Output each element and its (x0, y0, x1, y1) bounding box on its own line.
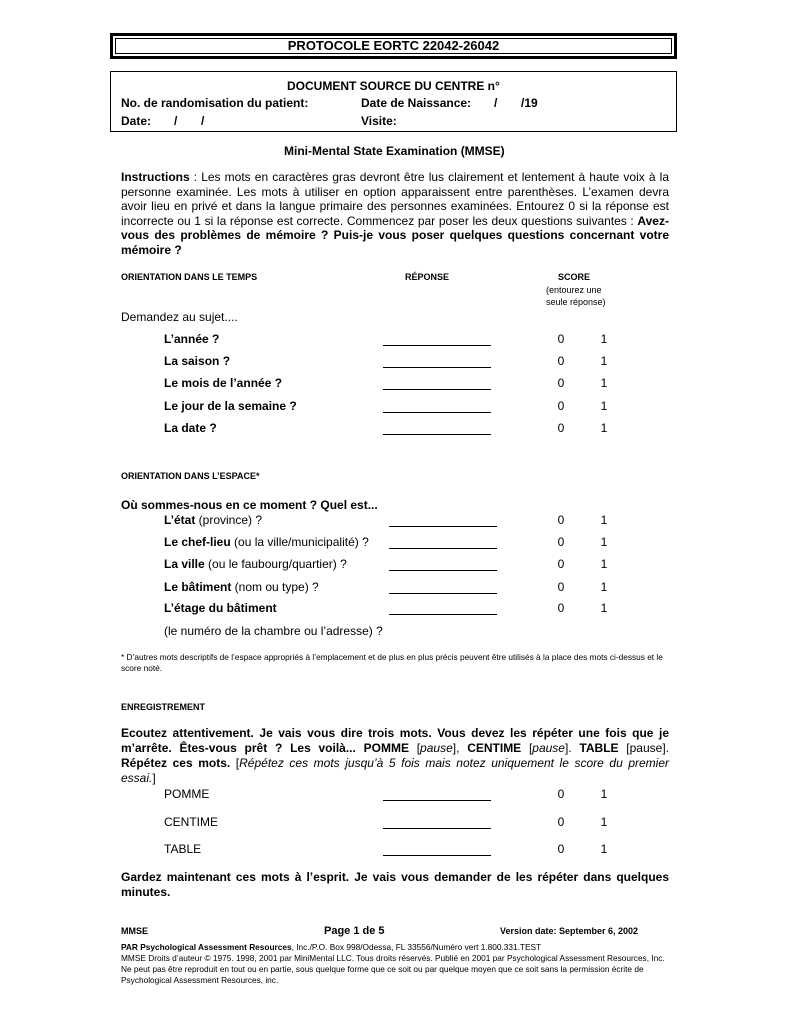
score-one[interactable]: 1 (600, 354, 608, 368)
space-item-floor: L’étage du bâtiment (164, 601, 277, 615)
birth-date-sep1: / (494, 96, 498, 110)
time-item-year: L’année ? (164, 332, 220, 346)
space-footnote: * D’autres mots descriptifs de l’espace appropriés à l’emplacement et de plus en plus précis peuvent être utilisés à la place des mots ci-dessus et le score noté. (121, 652, 663, 673)
score-zero[interactable]: 0 (557, 815, 565, 829)
date-label: Date: (121, 114, 152, 128)
time-prompt: Demandez au sujet.... (121, 310, 238, 324)
score-one[interactable]: 1 (600, 580, 608, 594)
time-weekday-response-line[interactable] (383, 399, 491, 413)
word-table-response-line[interactable] (383, 842, 491, 856)
space-room-note: (le numéro de la chambre ou l’adresse) ? (164, 624, 383, 638)
score-one[interactable]: 1 (600, 842, 608, 856)
orientation-space-header: ORIENTATION DANS L’ESPACE* (121, 471, 260, 481)
score-zero[interactable]: 0 (557, 601, 565, 615)
score-one[interactable]: 1 (600, 421, 608, 435)
space-item-building: Le bâtiment (nom ou type) ? (164, 580, 319, 594)
score-zero[interactable]: 0 (557, 354, 565, 368)
orientation-time-header: ORIENTATION DANS LE TEMPS (121, 272, 258, 282)
registration-header: ENREGISTREMENT (121, 702, 206, 712)
registration-closing: Gardez maintenant ces mots à l’esprit. Je vais vous demander de les répéter dans quelques minutes. (121, 870, 669, 899)
time-item-weekday: Le jour de la semaine ? (164, 399, 297, 413)
space-item-chef-lieu: Le chef-lieu (ou la ville/municipalité) ? (164, 535, 369, 549)
space-chef-lieu-response-line[interactable] (389, 535, 497, 549)
score-note-line2: seule réponse) (546, 297, 606, 307)
date-sep1: / (174, 114, 178, 128)
space-floor-response-line[interactable] (389, 601, 497, 615)
score-zero[interactable]: 0 (557, 332, 565, 346)
birth-date-sep2: /19 (521, 96, 538, 110)
instructions-text: : Les mots en caractères gras devront être lus clairement et lentement à haute voix à la personne examinée. Les mots à utiliser en option apparaissent entre parenthèses. L’examen devra avoir lieu en privé et dans la langue primaire des personnes examinées. Entourez 0 si la réponse est incorrecte ou 1 si la réponse est correcte. Commencez par poser les deux questions suivantes : (121, 170, 669, 228)
time-date-response-line[interactable] (383, 421, 491, 435)
randomisation-label: No. de randomisation du patient: (121, 96, 309, 110)
instructions-question: Avez-vous des problèmes de mémoire ? Puis-je vous poser quelques questions concernant votre mémoire ? (121, 213, 669, 257)
protocol-title: PROTOCOLE EORTC 22042-26042 (115, 38, 672, 54)
score-one[interactable]: 1 (600, 535, 608, 549)
time-year-response-line[interactable] (383, 332, 491, 346)
score-one[interactable]: 1 (600, 557, 608, 571)
instructions-label: Instructions (121, 170, 190, 184)
word-centime-response-line[interactable] (383, 815, 491, 829)
score-zero[interactable]: 0 (557, 842, 565, 856)
footer-page-number: Page 1 de 5 (324, 925, 385, 937)
score-zero[interactable]: 0 (557, 376, 565, 390)
space-city-response-line[interactable] (389, 557, 497, 571)
score-one[interactable]: 1 (600, 601, 608, 615)
space-state-response-line[interactable] (389, 513, 497, 527)
score-zero[interactable]: 0 (557, 557, 565, 571)
instructions-paragraph (121, 170, 669, 257)
time-item-date: La date ? (164, 421, 217, 435)
score-zero[interactable]: 0 (557, 399, 565, 413)
word-pomme-response-line[interactable] (383, 787, 491, 801)
visit-label: Visite: (361, 114, 397, 128)
exam-title: Mini-Mental State Examination (MMSE) (284, 144, 505, 158)
footer-copyright: PAR Psychological Assessment Resources, Inc./P.O. Box 998/Odessa, FL 33556/Numéro vert 1.800.331.TEST MMSE Droits d’auteur © 1975. 1998, 2001 par MiniMental LLC. Tous droits réservés. Publié en 2001 par Psychological Assessment Resources, Inc. Ne peut pas être reproduit en tout ou en partie, sous quelque forme que ce soit ou par quelque moyen que ce soit sans la permission écrite de Psychological Assessment Resources, inc. (121, 942, 665, 985)
score-one[interactable]: 1 (600, 332, 608, 346)
score-zero[interactable]: 0 (557, 513, 565, 527)
score-zero[interactable]: 0 (557, 580, 565, 594)
word-pomme: POMME (164, 787, 210, 801)
response-column-header: RÉPONSE (405, 272, 450, 282)
score-column-header: SCORE (558, 272, 591, 282)
date-sep2: / (201, 114, 205, 128)
time-season-response-line[interactable] (383, 354, 491, 368)
score-one[interactable]: 1 (600, 513, 608, 527)
word-table: TABLE (164, 842, 202, 856)
score-one[interactable]: 1 (600, 815, 608, 829)
space-item-city: La ville (ou le faubourg/quartier) ? (164, 557, 347, 571)
score-zero[interactable]: 0 (557, 421, 565, 435)
registration-paragraph: Ecoutez attentivement. Je vais vous dire trois mots. Vous devez les répéter une fois que je m’arrête. Êtes-vous prêt ? Les voilà... POMME [pause], CENTIME [pause]. TABLE [pause]. Répétez ces mots. [Répétez ces mots jusqu’à 5 fois mais notez uniquement le score du premier essai.] (121, 726, 669, 785)
space-building-response-line[interactable] (389, 580, 497, 594)
time-item-season: La saison ? (164, 354, 231, 368)
source-document-title: DOCUMENT SOURCE DU CENTRE n° (287, 79, 500, 93)
time-item-month: Le mois de l’année ? (164, 376, 283, 390)
word-centime: CENTIME (164, 815, 218, 829)
score-one[interactable]: 1 (600, 787, 608, 801)
score-zero[interactable]: 0 (557, 535, 565, 549)
birth-date-label: Date de Naissance: (361, 96, 472, 110)
score-note-line1: (entourez une (546, 285, 602, 295)
space-question: Où sommes-nous en ce moment ? Quel est... (121, 498, 378, 512)
footer-version: Version date: September 6, 2002 (500, 926, 639, 936)
footer-left: MMSE (121, 926, 148, 936)
space-item-state: L’état (province) ? (164, 513, 263, 527)
time-month-response-line[interactable] (383, 376, 491, 390)
score-zero[interactable]: 0 (557, 787, 565, 801)
score-one[interactable]: 1 (600, 376, 608, 390)
protocol-header-box (110, 33, 677, 59)
score-one[interactable]: 1 (600, 399, 608, 413)
